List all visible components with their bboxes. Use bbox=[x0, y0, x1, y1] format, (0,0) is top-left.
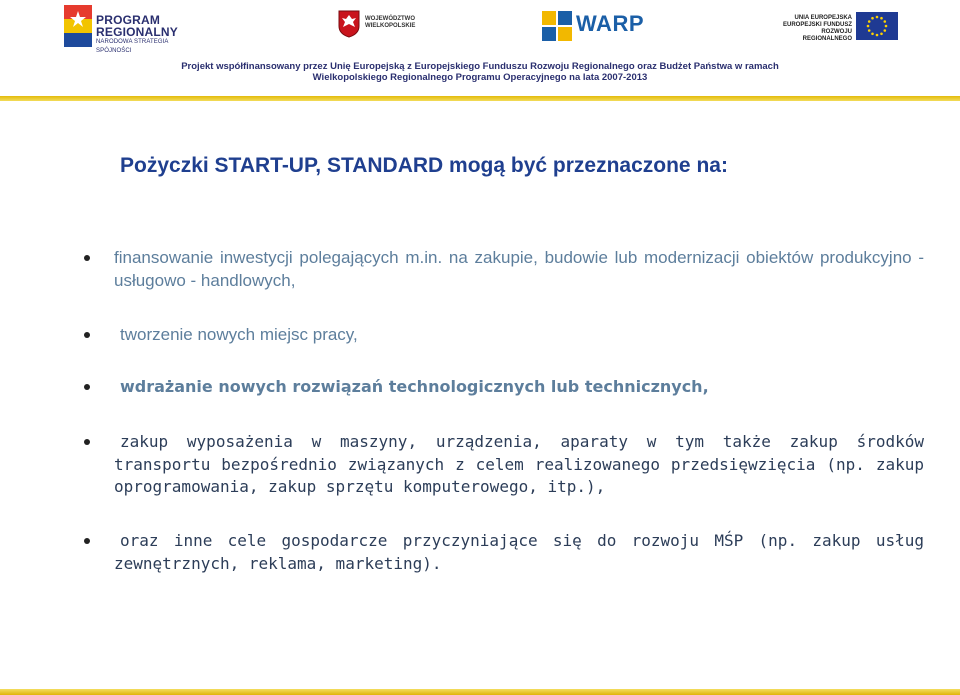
bullet-icon bbox=[84, 538, 90, 544]
wojewodztwo-label: WOJEWÓDZTWO bbox=[365, 16, 415, 22]
bullet-icon bbox=[84, 332, 90, 338]
list-item-text: oraz inne cele gospodarcze przyczyniające się do rozwoju MŚP (np. zakup usług zewnętrznych, reklama, marketing). bbox=[114, 531, 924, 573]
footer-yellow-band bbox=[0, 689, 960, 695]
bullet-icon bbox=[84, 439, 90, 445]
list-item bbox=[114, 376, 924, 399]
efrr-label-2: ROZWOJU REGIONALNEGO bbox=[802, 29, 852, 42]
header-yellow-band bbox=[0, 96, 960, 101]
efrr-label-1: EUROPEJSKI FUNDUSZ bbox=[782, 22, 852, 28]
header-banner bbox=[0, 0, 960, 100]
list-item-text: tworzenie nowych miejsc pracy, bbox=[120, 325, 358, 344]
bullet-icon bbox=[84, 255, 90, 261]
warp-label: WARP bbox=[576, 11, 644, 36]
list-item bbox=[114, 247, 924, 292]
program-label: PROGRAM bbox=[96, 13, 161, 27]
project-cofinancing-line-1: Projekt współfinansowany przez Unię Europejską z Europejskiego Funduszu Rozwoju Regionalnego oraz Budżet Państwa w ramach bbox=[181, 61, 779, 72]
slide-title: Pożyczki START-UP, STANDARD mogą być przeznaczone na: bbox=[120, 154, 728, 177]
project-cofinancing-line-2: Wielkopolskiego Regionalnego Programu Operacyjnego na lata 2007-2013 bbox=[312, 72, 648, 83]
warp-logo bbox=[542, 9, 652, 43]
ue-label: UNIA EUROPEJSKA bbox=[794, 15, 852, 21]
program-regionalny-logo bbox=[64, 5, 204, 54]
eu-logo bbox=[776, 12, 900, 44]
wielkopolskie-logo bbox=[338, 10, 418, 46]
list-item-text: zakup wyposażenia w maszyny, urządzenia, aparaty w tym także zakup środków transportu bezpośrednio związanych z celem realizowanego przedsięwzięcia (np. zakup oprogramowania, zakup sprzętu komputerowego, itp.), bbox=[114, 432, 924, 496]
program-regionalny-emblem-icon bbox=[64, 5, 92, 47]
nss-label: NARODOWA STRATEGIA SPÓJNOŚCI bbox=[96, 39, 169, 54]
regionalny-label: REGIONALNY bbox=[96, 25, 179, 39]
list-item bbox=[114, 324, 924, 347]
list-item bbox=[114, 431, 924, 499]
list-item bbox=[114, 530, 924, 575]
bullet-icon bbox=[84, 384, 90, 390]
list-item-text: wdrażanie nowych rozwiązań technologicznych lub technicznych, bbox=[120, 377, 709, 396]
wielkopolskie-label: WIELKOPOLSKIE bbox=[365, 23, 416, 29]
eu-flag-icon bbox=[856, 12, 898, 40]
list-item-text: finansowanie inwestycji polegających m.in. na zakupie, budowie lub modernizacji obiektów produkcyjno - usługowo - handlowych, bbox=[114, 248, 924, 290]
warp-squares-icon bbox=[542, 11, 572, 41]
wielkopolska-eagle-shield-icon bbox=[338, 10, 360, 38]
